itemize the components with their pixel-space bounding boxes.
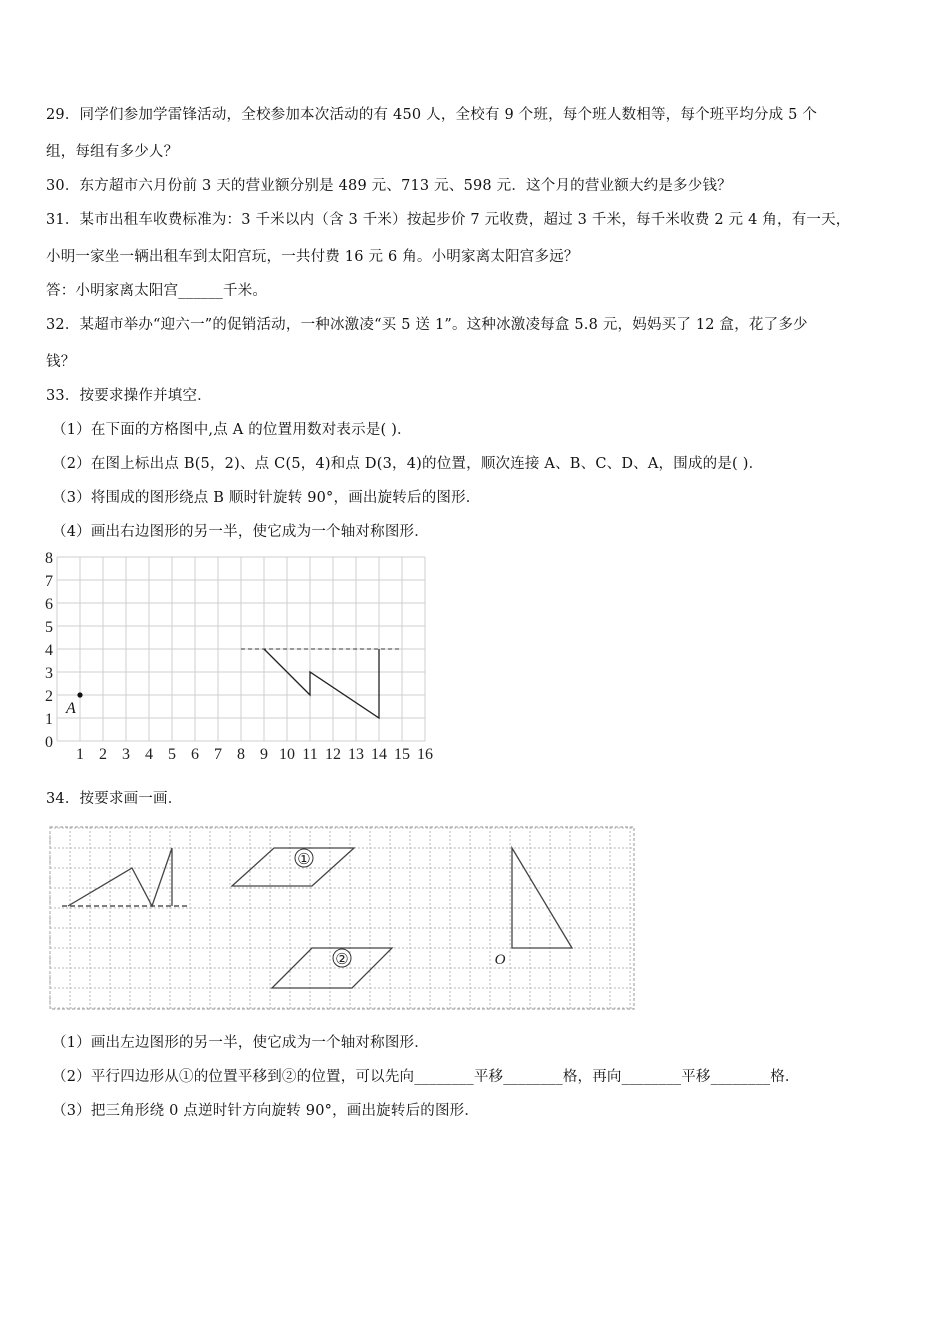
x-tick-label: 9 — [260, 746, 268, 763]
q31-answer: 答：小明家离太阳宫______千米。 — [46, 283, 268, 299]
q31-line-2: 小明一家坐一辆出租车到太阳宫玩，一共付费 16 元 6 角。小明家离太阳宫多远？ — [46, 249, 579, 265]
x-tick-label: 7 — [214, 746, 222, 763]
parallelogram-2-label: ② — [335, 952, 349, 968]
point-a-label: A — [66, 700, 76, 717]
q30-line-1: 30．东方超市六月份前 3 天的营业额分别是 489 元、713 元、598 元．这个月的营业额大约是多少钱？ — [46, 178, 732, 194]
q33-title: 33．按要求操作并填空． — [46, 388, 212, 404]
q31-line-1: 31．某市出租车收费标准为：3 千米以内（含 3 千米）按起步价 7 元收费，超过 3 千米，每千米收费 2 元 4 角，有一天， — [46, 212, 851, 228]
y-tick-label: 6 — [45, 596, 53, 613]
x-tick-label: 15 — [394, 746, 410, 763]
half-figure — [264, 649, 379, 718]
parallelogram-1-label: ① — [297, 852, 311, 868]
q34-item-3: （3）把三角形绕 0 点逆时针方向旋转 90°，画出旋转后的图形． — [52, 1103, 480, 1119]
x-tick-label: 4 — [145, 746, 153, 763]
x-tick-label: 2 — [99, 746, 107, 763]
x-tick-label: 13 — [348, 746, 364, 763]
x-tick-labels — [76, 746, 433, 763]
x-tick-label: 12 — [325, 746, 341, 763]
q33-item-2: （2）在图上标出点 B(5，2)、点 C(5，4)和点 D(3，4)的位置，顺次连接 A、B、C、D、A，围成的是( )． — [52, 456, 764, 472]
q33-item-1: （1）在下面的方格图中,点 A 的位置用数对表示是( )． — [52, 422, 412, 438]
x-tick-label: 10 — [279, 746, 295, 763]
x-tick-label: 5 — [168, 746, 176, 763]
x-tick-label: 14 — [371, 746, 387, 763]
y-tick-label: 4 — [45, 642, 53, 659]
q32-line-1: 32．某超市举办“迎六一”的促销活动，一种冰激凌“买 5 送 1”。这种冰激凌每盒 5.8 元，妈妈买了 12 盒，花了多少 — [46, 317, 808, 333]
point-a — [77, 692, 82, 697]
x-tick-label: 1 — [76, 746, 84, 763]
x-tick-label: 3 — [122, 746, 130, 763]
right-triangle — [512, 848, 572, 948]
y-tick-label: 2 — [45, 688, 53, 705]
q29-line-1: 29．同学们参加学雷锋活动，全校参加本次活动的有 450 人，全校有 9 个班，每个班人数相等，每个班平均分成 5 个 — [46, 107, 818, 123]
q34-drawing-grid — [48, 824, 638, 1014]
x-tick-label: 6 — [191, 746, 199, 763]
y-tick-label: 7 — [45, 573, 53, 590]
y-tick-label: 0 — [45, 734, 53, 751]
q34-item-2: （2）平行四边形从①的位置平移到②的位置，可以先向________平移________格，再向________平移________格． — [52, 1069, 800, 1085]
left-half-figure — [68, 848, 172, 906]
q34-item-1: （1）画出左边图形的另一半，使它成为一个轴对称图形． — [52, 1035, 429, 1051]
x-tick-label: 16 — [417, 746, 433, 763]
x-tick-label: 8 — [237, 746, 245, 763]
y-tick-labels — [45, 550, 53, 751]
q34-title: 34．按要求画一画． — [46, 791, 183, 807]
q29-line-2: 组，每组有多少人？ — [46, 144, 179, 160]
x-tick-label: 11 — [302, 746, 318, 763]
y-tick-label: 3 — [45, 665, 53, 682]
dotted-grid-lines — [50, 827, 634, 1009]
y-tick-label: 5 — [45, 619, 53, 636]
q33-item-4: （4）画出右边图形的另一半，使它成为一个轴对称图形． — [52, 524, 429, 540]
y-tick-label: 8 — [45, 550, 53, 567]
q33-coordinate-grid — [30, 548, 450, 768]
point-o-label: O — [494, 952, 506, 968]
q32-line-2: 钱？ — [46, 354, 76, 370]
y-tick-label: 1 — [45, 711, 53, 728]
q33-item-3: （3）将围成的图形绕点 B 顺时针旋转 90°，画出旋转后的图形． — [52, 490, 481, 506]
